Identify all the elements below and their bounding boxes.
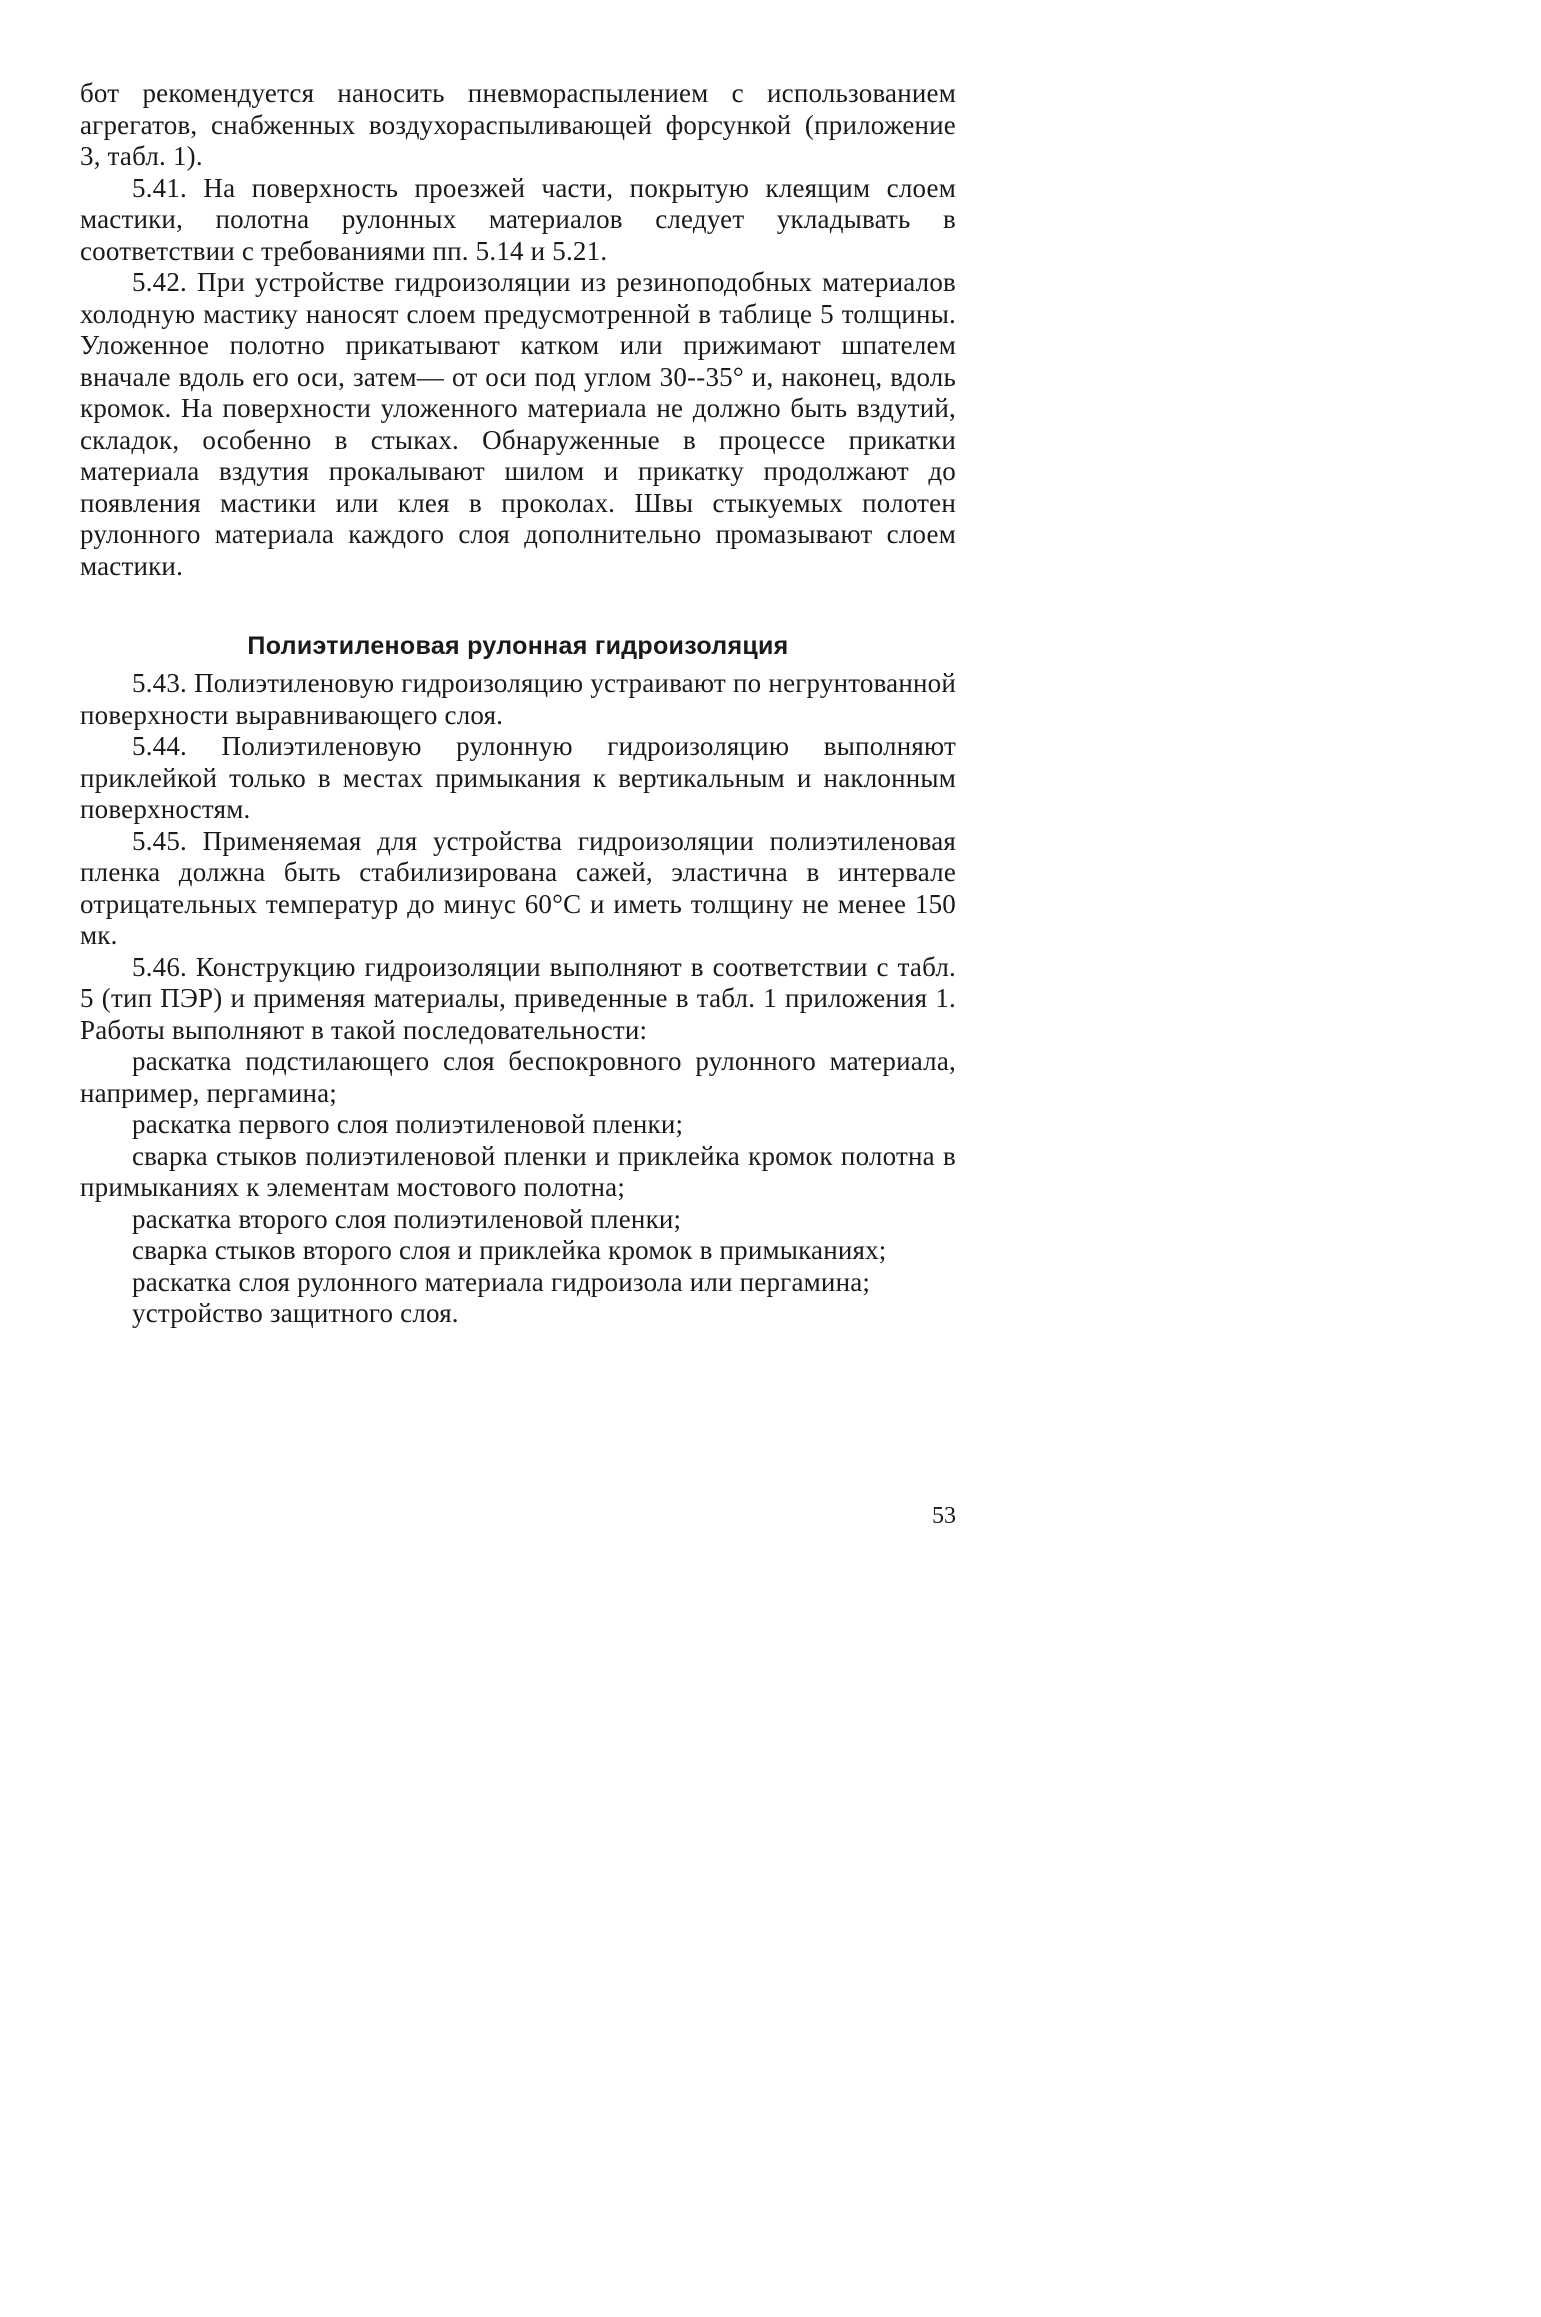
paragraph-continuation: бот рекомендуется наносить пневмораспылением с использованием агрегатов, снабженных воздухораспыливающей форсункой (приложение 3, табл. 1). bbox=[80, 78, 956, 171]
list-item: сварка стыков полиэтиленовой пленки и приклейка кромок полотна в примыканиях к элементам мостового полотна; bbox=[80, 1140, 956, 1202]
page-number: 53 bbox=[932, 1503, 956, 1529]
paragraph-5-41: 5.41. На поверхность проезжей части, покрытую клеящим слоем мастики, полотна рулонных материалов следует укладывать в соответствии с требованиями пп. 5.14 и 5.21. bbox=[80, 172, 956, 266]
paragraph-5-44: 5.44. Полиэтиленовую рулонную гидроизоляцию выполняют приклейкой только в местах примыкания к вертикальным и наклонным поверхностям. bbox=[80, 731, 956, 824]
paragraph-5-45: 5.45. Применяемая для устройства гидроизоляции полиэтиленовая пленка должна быть стабилизирована сажей, эластична в интервале отрицательных температур до минус 60°С и иметь толщину не менее 150 мк. bbox=[80, 825, 956, 950]
paragraph-5-46: 5.46. Конструкцию гидроизоляции выполняют в соответствии с табл. 5 (тип ПЭР) и применяя материалы, приведенные в табл. 1 приложения 1. Работы выполняют в такой последовательности: bbox=[80, 951, 956, 1045]
list-item: сварка стыков второго слоя и приклейка кромок в примыканиях; bbox=[132, 1235, 887, 1265]
paragraph-5-43: 5.43. Полиэтиленовую гидроизоляцию устраивают по негрунтованной поверхности выравнивающего слоя. bbox=[80, 668, 956, 730]
list-item: раскатка подстилающего слоя беспокровного рулонного материала, например, пергамина; bbox=[80, 1046, 956, 1108]
paragraph-5-42: 5.42. При устройстве гидроизоляции из резиноподобных материалов холодную мастику наносят слоем предусмотренной в таблице 5 толщины. Уложенное полотно прикатывают катком или прижимают шпателем вначале вдоль его оси, затем— от оси под углом 30--35° и, наконец, вдоль кромок. На поверхности уложенного материала не должно быть вздутий, складок, особенно в стыках. Обнаруженные в процессе прикатки материала вздутия прокалывают шилом и прикатку продолжают до появления мастики или клея в проколах. Швы стыкуемых полотен рулонного материала каждого слоя дополнительно промазывают слоем мастики. bbox=[80, 267, 956, 581]
section-heading: Полиэтиленовая рулонная гидроизоляция bbox=[247, 632, 789, 660]
work-sequence-list bbox=[80, 1046, 956, 1330]
list-item: устройство защитного слоя. bbox=[132, 1298, 459, 1328]
list-item: раскатка второго слоя полиэтиленовой пленки; bbox=[132, 1203, 682, 1234]
list-item: раскатка слоя рулонного материала гидроизола или пергамина; bbox=[132, 1266, 871, 1297]
document-page bbox=[80, 78, 956, 1330]
list-item: раскатка первого слоя полиэтиленовой пленки; bbox=[132, 1109, 684, 1139]
